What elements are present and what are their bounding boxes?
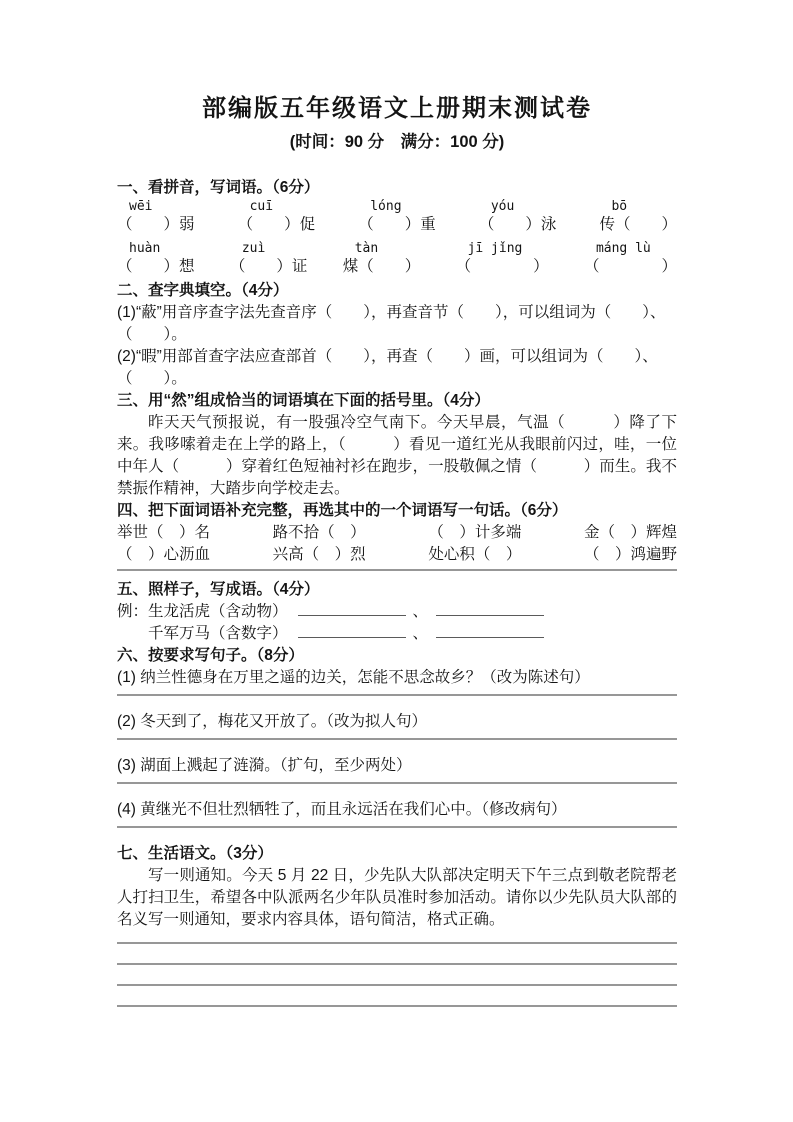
word-blank: （ ）促 (237, 216, 316, 233)
section-4-idioms (117, 500, 677, 571)
pinyin-cell (117, 199, 195, 235)
pinyin-cell (343, 241, 421, 277)
answer-writing-line (117, 1005, 677, 1007)
section-1-pinyin (117, 177, 677, 277)
section-3-ran-words (117, 390, 677, 500)
question-line: （ ）。 (117, 370, 187, 387)
answer-writing-line (117, 782, 677, 784)
fill-blank-underline (298, 625, 406, 638)
answer-writing-line (117, 694, 677, 696)
pinyin-label: máng lù (595, 241, 651, 256)
cloze-paragraph: 昨天天气预报说，有一股强冷空气南下。今天早晨，气温（ ）降了下来。我哆嗦着走在上学的路上，（ ）看见一道红光从我眼前闪过，哇，一位中年人（ ）穿着红色短袖衬衫在跑步，一股敬佩之情（ ）而生。我不禁振作精神，大踏步向学校走去。 (117, 414, 677, 497)
section-7-heading: 七、生活语文。（3分） (117, 845, 273, 862)
word-blank: （ ）弱 (117, 216, 195, 233)
question-text: (3) 湖面上溅起了涟漪。（扩句，至少两处） (117, 757, 412, 774)
answer-writing-line (117, 569, 677, 571)
answer-writing-line (117, 963, 677, 965)
question-line: (1)“蔽”用音序查字法先查音序（ ），再查音节（ ），可以组词为（ ）、 (117, 304, 666, 321)
example-label: 千军万马（含数字） (148, 625, 288, 642)
pinyin-cell (230, 241, 308, 277)
question-4 (117, 799, 677, 828)
question-text: (4) 黄继光不但壮烈牺牲了，而且永远活在我们心中。（修改病句） (117, 801, 567, 818)
pinyin-cell (456, 241, 549, 277)
idiom: 举世（ ）名 (117, 524, 211, 541)
section-6-sentences (117, 645, 677, 828)
section-7-notice (117, 843, 677, 1007)
question-2 (117, 711, 677, 740)
fill-blank-underline (436, 603, 544, 616)
section-2-dictionary (117, 280, 677, 390)
idiom: 兴高（ ）烈 (272, 546, 366, 563)
pinyin-label: yóu (490, 199, 515, 214)
pinyin-cell (358, 199, 436, 235)
word-blank: （ ）想 (117, 258, 195, 275)
pinyin-label: tàn (354, 241, 379, 256)
page-subtitle: (时间：90 分 满分：100 分) (289, 133, 505, 151)
section-5-chengyu (117, 579, 677, 645)
pinyin-label: wēi (129, 199, 153, 214)
section-5-heading: 五、照样子，写成语。（4分） (117, 581, 320, 598)
pinyin-cell (479, 199, 557, 235)
section-3-heading: 三、用“然”组成恰当的词语填在下面的括号里。（4分） (117, 392, 490, 409)
notice-writing-area (117, 942, 677, 1007)
question-line: （ ）。 (117, 326, 187, 343)
idiom: （ ）计多端 (428, 524, 522, 541)
question-text: (2) 冬天到了，梅花又开放了。（改为拟人句） (117, 713, 428, 730)
fill-blank-underline (436, 625, 544, 638)
notice-prompt-paragraph: 写一则通知。今天 5 月 22 日，少先队大队部决定明天下午三点到敬老院帮老人打扫卫生，希望各中队派两名少年队员准时参加活动。请你以少先队员大队部的名义写一则通知，要求内容具体，语句简洁，格式正确。 (117, 867, 677, 928)
idiom: （ ）心沥血 (117, 546, 211, 563)
pinyin-row-2 (117, 241, 677, 277)
fill-blank-underline (298, 603, 406, 616)
pinyin-label: cuī (249, 199, 274, 214)
question-3 (117, 755, 677, 784)
pinyin-cell (238, 199, 316, 235)
example-label: 例：生龙活虎（含动物） (117, 603, 288, 620)
word-blank: （ ） (583, 258, 677, 275)
pinyin-label: jī jǐng (467, 241, 523, 256)
question-text: (1) 纳兰性德身在万里之遥的边关，怎能不思念故乡？（改为陈述句） (117, 669, 590, 686)
question-1 (117, 667, 677, 696)
pinyin-cell (599, 199, 677, 235)
answer-writing-line (117, 738, 677, 740)
pinyin-cell (117, 241, 195, 277)
section-4-heading: 四、把下面词语补充完整，再选其中的一个词语写一句话。（6分） (117, 502, 568, 519)
word-blank: （ ）泳 (478, 216, 557, 233)
example-line-1 (117, 601, 677, 623)
example-line-2 (117, 623, 677, 645)
answer-writing-line (117, 942, 677, 944)
answer-writing-line (117, 984, 677, 986)
pinyin-row-1 (117, 199, 677, 235)
separator: 、 (412, 603, 429, 620)
word-blank: （ ）证 (229, 258, 308, 275)
idiom: 金（ ）辉煌 (583, 524, 677, 541)
idiom: 处心积（ ） (428, 546, 522, 563)
section-6-heading: 六、按要求写句子。（8分） (117, 647, 304, 664)
word-blank: 传（ ） (599, 216, 677, 233)
pinyin-label: zuì (241, 241, 266, 256)
word-blank: （ ）重 (358, 216, 436, 233)
pinyin-label: lóng (370, 199, 402, 214)
pinyin-label: bō (611, 199, 628, 214)
pinyin-label: huàn (129, 241, 161, 256)
question-line: (2)“暇”用部首查字法应查部首（ ），再查（ ）画，可以组词为（ ）、 (117, 348, 658, 365)
word-blank: 煤（ ） (342, 258, 421, 275)
section-2-heading: 二、查字典填空。（4分） (117, 282, 289, 299)
separator: 、 (412, 625, 429, 642)
idiom: （ ）鸿遍野 (583, 546, 677, 563)
idiom: 路不拾（ ） (272, 524, 366, 541)
answer-writing-line (117, 826, 677, 828)
idiom-row-2 (117, 544, 677, 566)
pinyin-cell (584, 241, 677, 277)
word-blank: （ ） (455, 258, 549, 275)
idiom-row-1 (117, 522, 677, 544)
page-title: 部编版五年级语文上册期末测试卷 (202, 95, 592, 122)
section-1-heading: 一、看拼音，写词语。（6分） (117, 179, 320, 196)
